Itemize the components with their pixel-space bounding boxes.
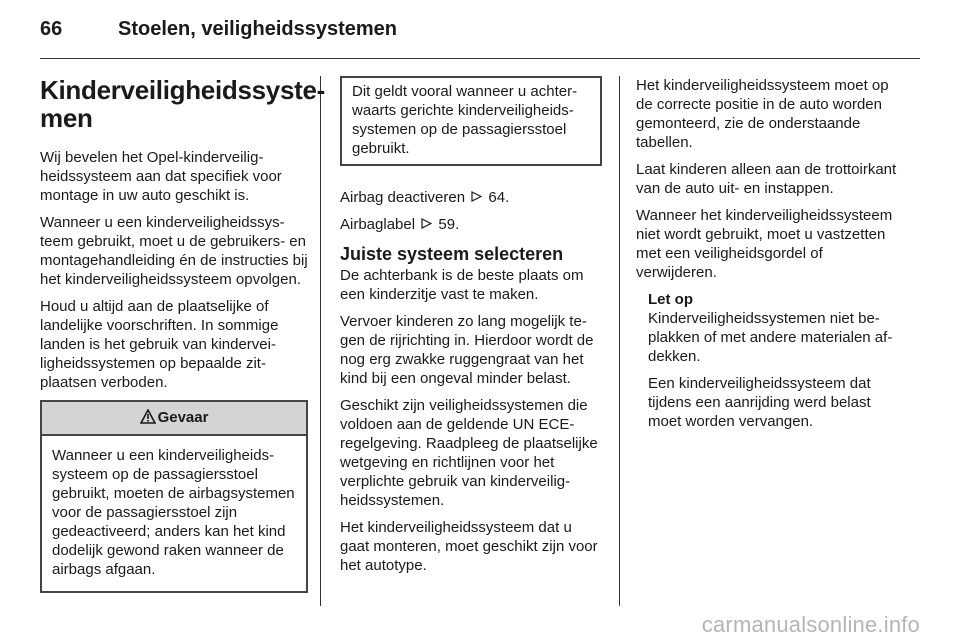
paragraph: Het kinderveiligheidssysteem dat u gaat monteren, moet geschikt zijn voor het autotype.	[340, 519, 598, 574]
cross-reference-airbag-deactivate[interactable]	[340, 188, 602, 207]
box-text: Dit geldt vooral wanneer u achterwaarts gerichte kinderveiligheidssystemen op de passagiersstoel gebruikt.	[352, 83, 578, 157]
subsection-heading: Juiste systeem selecteren	[340, 244, 564, 264]
section-heading	[40, 75, 325, 133]
chapter-title: Stoelen, veiligheidssystemen	[118, 18, 397, 40]
paragraph: De achterbank is de beste plaats om een kinderzitje vast te maken.	[340, 267, 584, 303]
warning-triangle-icon	[140, 409, 156, 424]
page-number: 66	[40, 18, 63, 40]
xref-text: Airbaglabel	[340, 216, 416, 233]
danger-body	[42, 436, 306, 591]
danger-header	[42, 402, 306, 436]
paragraph: Geschikt zijn veiligheidssystemen die voldoen aan de geldende UN ECE-regelgeving. Raadpleeg de plaatselijke wetgeving en richtlijnen voor het verplichte gebruik van kinderveiligheidssystemen.	[340, 397, 598, 509]
column-3	[636, 76, 906, 439]
page-reference-arrow-icon	[471, 191, 482, 202]
xref-page: 59.	[438, 216, 460, 233]
column-divider-2	[619, 76, 620, 606]
section-heading-line1: Kinderveiligheidssyste-	[40, 75, 325, 105]
paragraph: Wanneer het kinderveiligheidssysteem niet wordt gebruikt, moet u vastzetten met een veiligheidsgordel of verwijderen.	[636, 207, 893, 281]
watermark: carmanualsonline.info	[701, 612, 920, 637]
header-rule	[40, 58, 920, 59]
column-2	[340, 76, 602, 583]
paragraph: Het kinderveiligheidssysteem moet op de correcte positie in de auto worden gemonteerd, zie de onderstaande tabellen.	[636, 77, 889, 151]
note-text: Kinderveiligheidssystemen niet beplakken of met andere materialen afdekken.	[648, 310, 893, 365]
paragraph: Wanneer u een kinderveiligheidssysteem gebruikt, moet u de gebruikers- en montagehandleiding én de instructies bij het kinderveiligheidssysteem opvolgen.	[40, 214, 308, 288]
danger-title: Gevaar	[157, 409, 209, 426]
note-block	[636, 290, 906, 431]
danger-box	[40, 400, 308, 593]
continued-box	[340, 76, 602, 166]
note-title: Let op	[648, 291, 693, 308]
section-heading-line2: men	[40, 103, 93, 133]
danger-text: Wanneer u een kinderveiligheidssysteem op de passagiersstoel gebruikt, moeten de airbagsystemen voor de passagiersstoel zijn gedeactiveerd; anders kan het kind dodelijk gewond raken wanneer de airbags afgaan.	[52, 447, 295, 578]
note-text: Een kinderveiligheidssysteem dat tijdens een aanrijding werd belast moet worden vervangen.	[648, 375, 871, 430]
paragraph: Wij bevelen het Opel-kinderveiligheidssysteem aan dat specifiek voor montage in uw auto geschikt is.	[40, 149, 282, 204]
cross-reference-airbag-label[interactable]	[340, 215, 602, 234]
column-1	[40, 75, 325, 593]
paragraph: Houd u altijd aan de plaatselijke of landelijke voorschriften. In sommige landen is het gebruik van kinderveiligheidssystemen op bepaalde zitplaatsen verboden.	[40, 298, 279, 391]
xref-page: 64.	[488, 189, 510, 206]
page-reference-arrow-icon	[421, 218, 432, 229]
paragraph: Laat kinderen alleen aan de trottoirkant van de auto uit- en instappen.	[636, 161, 897, 197]
column-divider-1	[320, 76, 321, 606]
paragraph: Vervoer kinderen zo lang mogelijk tegen de rijrichting in. Hierdoor wordt de nog erg zwakke ruggengraat van het kind bij een ongeval minder belast.	[340, 313, 594, 387]
xref-text: Airbag deactiveren	[340, 189, 466, 206]
page-header	[40, 18, 920, 48]
